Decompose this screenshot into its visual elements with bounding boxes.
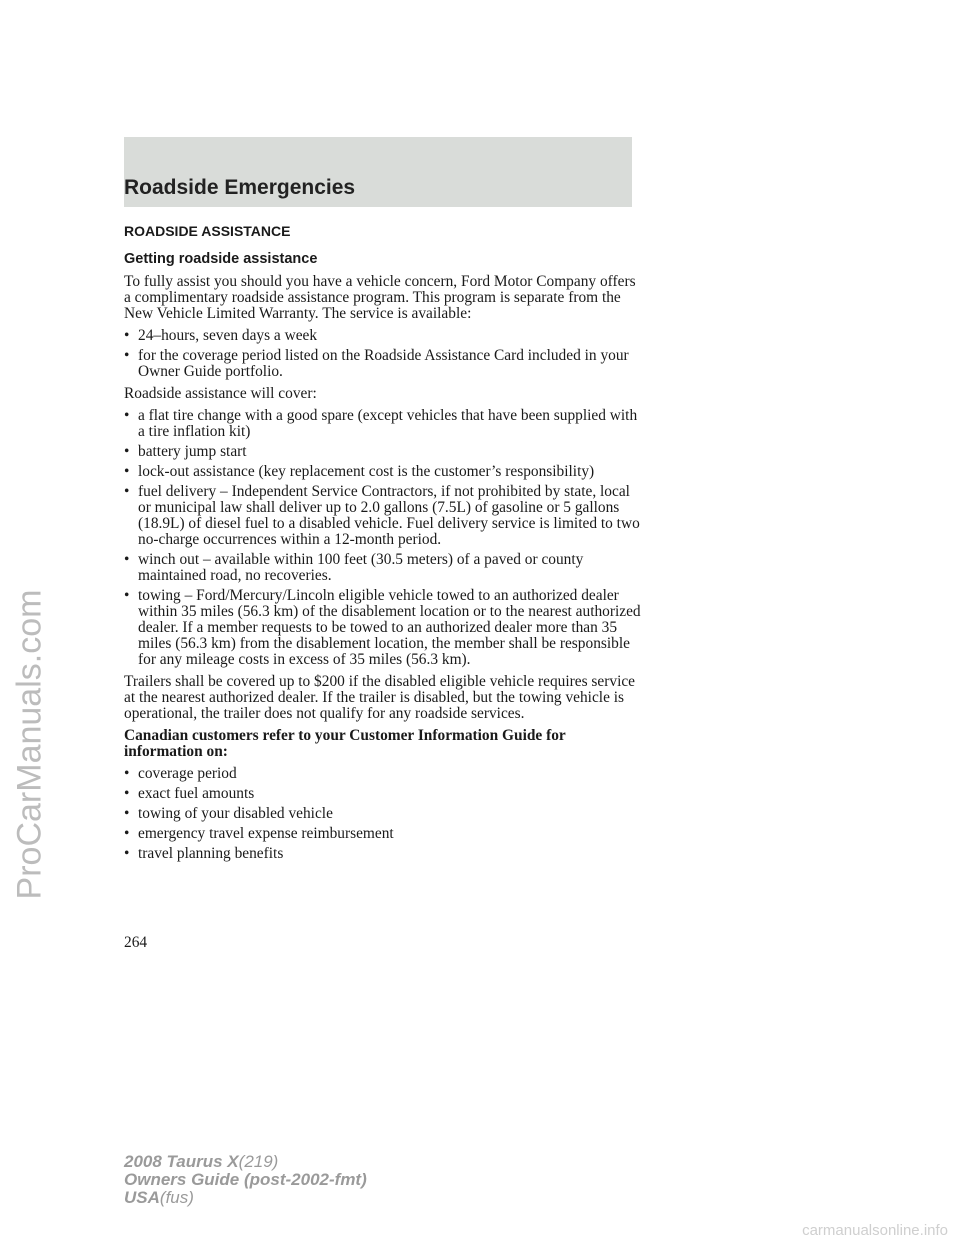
list-item: • travel planning benefits: [124, 845, 284, 862]
bottom-watermark: carmanualsonline.info: [802, 1222, 948, 1239]
bullet-icon: •: [124, 805, 130, 822]
page-content: [124, 222, 644, 868]
section-title: Roadside Emergencies: [124, 176, 356, 199]
list-item: • a flat tire change with a good spare (except vehicles that have been supplied with a tire inflation kit): [124, 407, 638, 440]
side-watermark: ProCarManuals.com: [10, 589, 49, 899]
coverage-intro: Roadside assistance will cover:: [124, 385, 317, 402]
trailers-paragraph: Trailers shall be covered up to $200 if the disabled eligible vehicle requires service at the nearest authorized dealer. If the trailer is disabled, but the towing vehicle is operational, the trailer does not qualify for any roadside services.: [124, 673, 636, 722]
list-item: • emergency travel expense reimbursement: [124, 825, 394, 842]
list-item: • battery jump start: [124, 443, 247, 460]
page-heading: ROADSIDE ASSISTANCE: [124, 223, 291, 239]
subheading: Getting roadside assistance: [124, 251, 318, 267]
bullet-icon: •: [124, 407, 130, 424]
footer-guide: Owners Guide (post-2002-fmt): [124, 1170, 367, 1189]
bullet-icon: •: [124, 845, 130, 862]
intro-paragraph: To fully assist you should you have a vehicle concern, Ford Motor Company offers a complimentary roadside assistance program. This program is separate from the New Vehicle Limited Warranty. The service is available:: [124, 273, 636, 322]
bullet-icon: •: [124, 347, 130, 364]
bullet-icon: •: [124, 765, 130, 782]
list-item: • 24–hours, seven days a week: [124, 327, 318, 344]
canadian-list: [124, 766, 644, 862]
bullet-icon: •: [124, 587, 130, 604]
document-footer: [124, 1153, 367, 1207]
list-item: • towing of your disabled vehicle: [124, 805, 333, 822]
footer-region: USA: [124, 1188, 160, 1207]
bullet-icon: •: [124, 483, 130, 500]
bullet-icon: •: [124, 327, 130, 344]
list-item: • exact fuel amounts: [124, 785, 255, 802]
list-item: • lock-out assistance (key replacement cost is the customer’s responsibility): [124, 463, 595, 480]
canadian-note: Canadian customers refer to your Customer Information Guide for information on:: [124, 727, 566, 760]
footer-region-code: (fus): [159, 1188, 194, 1207]
bullet-icon: •: [124, 551, 130, 568]
list-item: • towing – Ford/Mercury/Lincoln eligible vehicle towed to an authorized dealer within 35 miles (56.3 km) of the disablement location or to the nearest authorized dealer. If a member requests to be towed to an authorized dealer more than 35 miles (56.3 km) from the disablement location, the member shall be responsible for any mileage costs in excess of 35 miles (56.3 km).: [124, 587, 641, 668]
page-number: 264: [124, 934, 148, 951]
coverage-list: [124, 408, 644, 668]
availability-list: [124, 328, 644, 380]
list-item: • fuel delivery – Independent Service Contractors, if not prohibited by state, local or municipal law shall deliver up to 2.0 gallons (7.5L) of gasoline or 5 gallons (18.9L) of diesel fuel to a disabled vehicle. Fuel delivery service is limited to two no-charge occurrences within a 12-month period.: [124, 483, 640, 548]
list-item: • coverage period: [124, 765, 237, 782]
bullet-icon: •: [124, 463, 130, 480]
footer-model: 2008 Taurus X: [124, 1152, 239, 1171]
bullet-icon: •: [124, 825, 130, 842]
footer-model-code: (219): [238, 1152, 279, 1171]
bullet-icon: •: [124, 443, 130, 460]
list-item: • winch out – available within 100 feet (30.5 meters) of a paved or county maintained road, no recoveries.: [124, 551, 584, 584]
bullet-icon: •: [124, 785, 130, 802]
list-item: • for the coverage period listed on the Roadside Assistance Card included in your Owner Guide portfolio.: [124, 347, 629, 380]
